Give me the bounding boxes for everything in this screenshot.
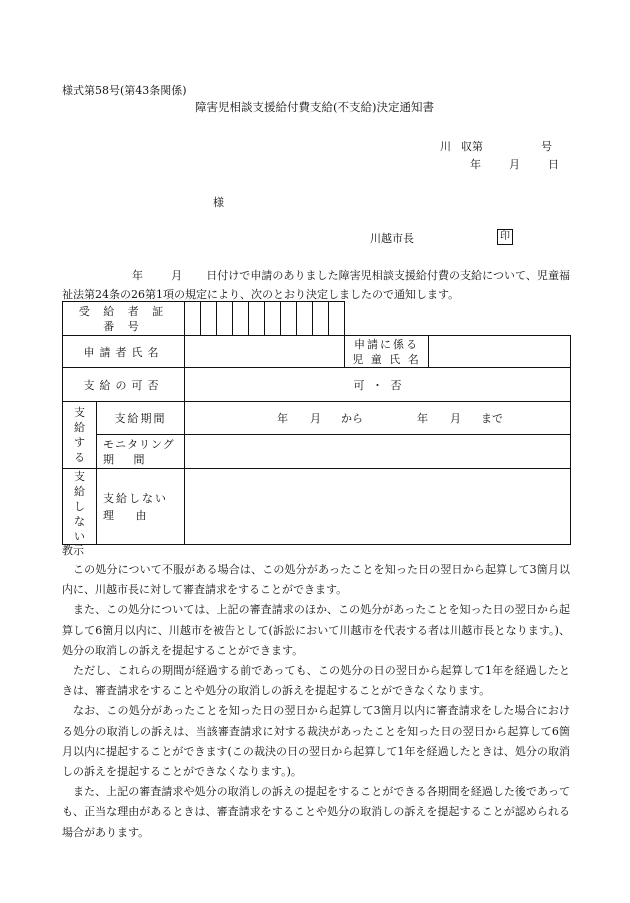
- decision-separator: ・: [372, 378, 383, 392]
- intro-year: 年: [132, 269, 144, 282]
- issue-number: [440, 138, 552, 154]
- decision-form-table: [62, 301, 571, 545]
- notice-paragraph: なお、この処分があったことを知った日の翌日から起算して3箇月以内に審査請求をした場合における処分の取消しの訴えは、当該審査請求に対する裁決があったことを知った日の翌日から起算して6箇月以内に提起することができます(この裁決の日の翌日から起算して1年を経過したときは、処分の取消しの訴えを提起することができなくなります。)。: [62, 704, 570, 779]
- applicant-name-field[interactable]: [185, 336, 345, 368]
- deny-group-label: 支給しない: [63, 469, 97, 545]
- grant-group-label: 支給する: [63, 402, 97, 469]
- date-month: 月: [509, 158, 520, 171]
- intro-text: 日付けで申請のありました障害児相談支援給付費の支給について、児童福祉法第24条の26第1項の規定により、次のとおり決定しましたので通知します。: [62, 269, 570, 301]
- issue-date: [470, 156, 559, 172]
- decision-yes: 可: [353, 378, 365, 392]
- period-field[interactable]: 年 月 から 年 月 まで: [185, 402, 571, 435]
- date-year: 年: [470, 158, 481, 171]
- notice-paragraph: また、上記の審査請求や処分の取消しの訴えの提起をすることができる各期間を経過した後であっても、正当な理由があるときは、審査請求をすることや処分の取消しの訴えを提起することが認められる場合があります。: [62, 785, 570, 839]
- denial-reason-field[interactable]: [185, 469, 571, 545]
- intro-month: 月: [171, 269, 183, 282]
- applicant-name-label: 申請者氏名: [63, 336, 185, 368]
- recipient-number-boxes[interactable]: [185, 302, 345, 336]
- notice-heading: 教示: [62, 544, 84, 557]
- recipient-number-label: 受 給 者 証 番 号: [63, 302, 185, 336]
- monitoring-period-label: モニタリング 期 間: [97, 435, 185, 469]
- issue-number-suffix: 号: [541, 140, 552, 153]
- issue-number-label: 収第: [461, 140, 483, 153]
- notice-paragraph: また、この処分については、上記の審査請求のほか、この処分があったことを知った日の翌日から起算して6箇月以内に、川越市を被告として(訴訟において川越市を代表する者は川越市長となります。)、処分の取消しの訴えを提起することができます。: [62, 603, 570, 657]
- child-name-field[interactable]: [429, 336, 571, 368]
- monitoring-period-field[interactable]: [185, 435, 571, 469]
- seal-box: 印: [497, 229, 513, 245]
- issuer: 川越市長: [370, 232, 414, 245]
- decision-no: 否: [390, 378, 402, 392]
- period-label: 支給期間: [97, 402, 185, 435]
- document-title: 障害児相談支援給付費支給(不支給)決定通知書: [195, 100, 434, 114]
- denial-reason-label: 支給しない 理 由: [97, 469, 185, 545]
- child-name-label: 申請に係る 児 童 氏 名: [345, 336, 429, 368]
- decision-field[interactable]: [185, 368, 571, 402]
- notice-paragraph: この処分について不服がある場合は、この処分があったことを知った日の翌日から起算して3箇月以内に、川越市長に対して審査請求をすることができます。: [62, 563, 570, 597]
- form-number: 様式第58号(第43条関係): [62, 84, 187, 97]
- notice-paragraph: ただし、これらの期間が経過する前であっても、この処分の日の翌日から起算して1年を経過したときは、審査請求をすることや処分の取消しの訴えを提起することができなくなります。: [62, 664, 570, 698]
- date-day: 日: [548, 158, 559, 171]
- notice-body: [62, 560, 570, 843]
- decision-label: 支給の可否: [63, 368, 185, 402]
- intro-paragraph: [62, 266, 570, 304]
- addressee-suffix: 様: [213, 196, 224, 209]
- issue-number-prefix: 川: [440, 140, 451, 153]
